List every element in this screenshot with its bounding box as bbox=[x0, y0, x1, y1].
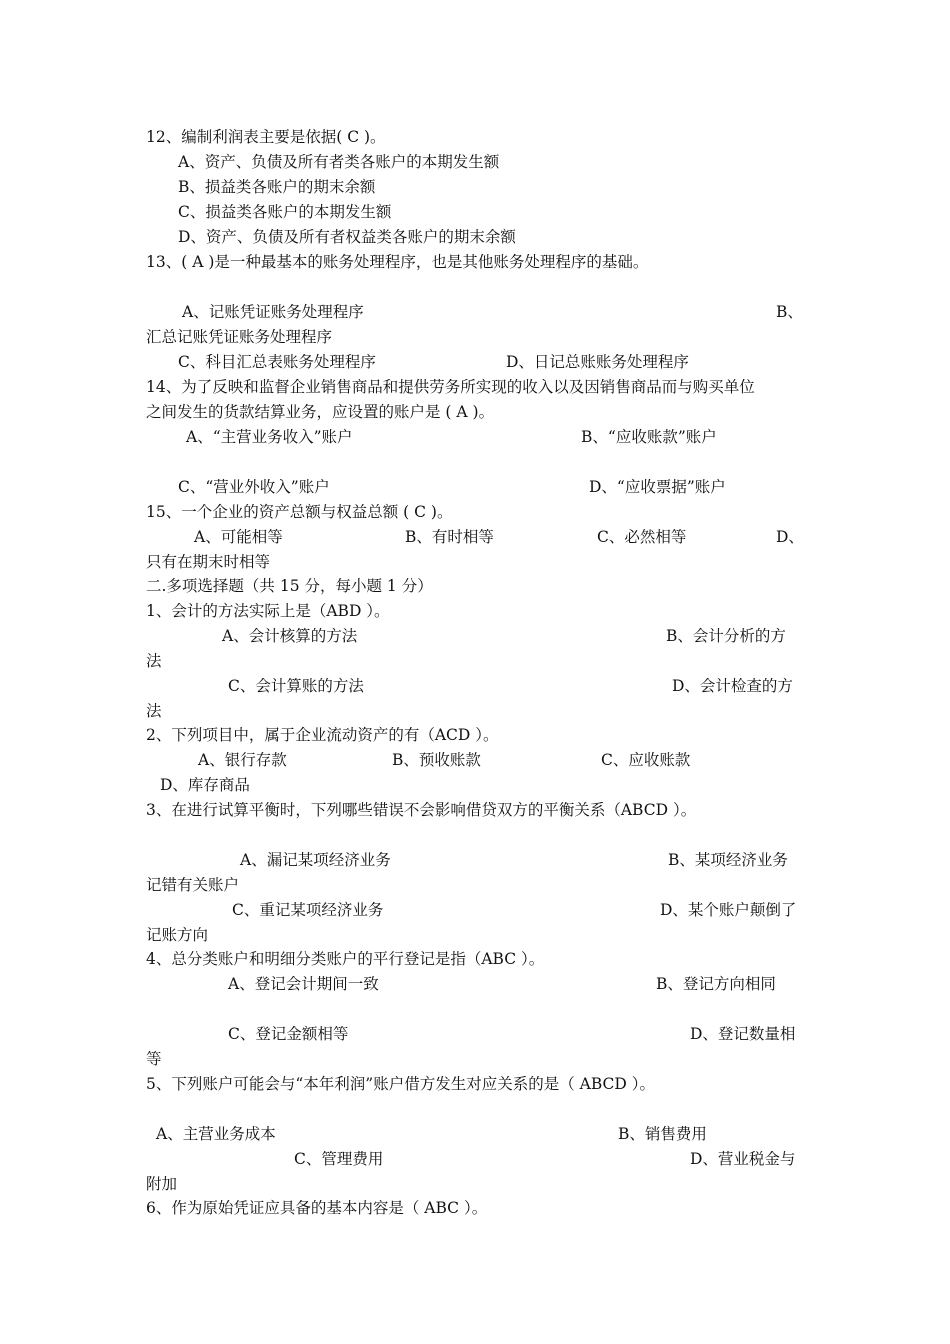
m1-option-d: D、会计检查的方 bbox=[672, 677, 793, 695]
q14-stem-line1: 14、为了反映和监督企业销售商品和提供劳务所实现的收入以及因销售商品而与购买单位 bbox=[146, 378, 755, 396]
q14-option-d: D、“应收票据”账户 bbox=[589, 478, 726, 496]
m1-option-a: A、会计核算的方法 bbox=[222, 627, 358, 645]
m4-option-b: B、登记方向相同 bbox=[656, 975, 776, 993]
q13-option-a: A、记账凭证账务处理程序 bbox=[182, 303, 364, 321]
m2-option-a: A、银行存款 bbox=[198, 751, 287, 769]
q12-option-a: A、资产、负债及所有者类各账户的本期发生额 bbox=[178, 153, 500, 171]
m2-option-d: D、库存商品 bbox=[160, 776, 250, 794]
q15-option-d-prefix: D、 bbox=[776, 528, 804, 546]
q13-option-b-text: 汇总记账凭证账务处理程序 bbox=[146, 328, 333, 346]
q15-option-a: A、可能相等 bbox=[194, 528, 283, 546]
q14-option-a: A、“主营业务收入”账户 bbox=[186, 428, 353, 446]
m4-stem: 4、总分类账户和明细分类账户的平行登记是指（ABC ）。 bbox=[146, 950, 545, 968]
m1-option-b-wrap: 法 bbox=[146, 652, 162, 670]
m3-option-b-wrap: 记错有关账户 bbox=[146, 876, 240, 894]
m2-stem: 2、下列项目中，属于企业流动资产的有（ACD ）。 bbox=[146, 726, 499, 744]
m4-option-c: C、登记金额相等 bbox=[228, 1025, 349, 1043]
m2-option-b: B、预收账款 bbox=[392, 751, 481, 769]
q15-option-c: C、必然相等 bbox=[597, 528, 687, 546]
q14-option-c: C、“营业外收入”账户 bbox=[178, 478, 330, 496]
q12-stem: 12、编制利润表主要是依据( C )。 bbox=[146, 128, 386, 146]
m3-option-d: D、某个账户颠倒了 bbox=[660, 901, 797, 919]
m6-stem: 6、作为原始凭证应具备的基本内容是（ ABC ）。 bbox=[146, 1199, 488, 1217]
m5-option-a: A、主营业务成本 bbox=[156, 1125, 276, 1143]
m2-option-c: C、应收账款 bbox=[601, 751, 691, 769]
q15-stem: 15、一个企业的资产总额与权益总额 ( C )。 bbox=[146, 503, 453, 521]
m4-option-d: D、登记数量相 bbox=[690, 1025, 796, 1043]
m3-option-c: C、重记某项经济业务 bbox=[232, 901, 384, 919]
m5-option-b: B、销售费用 bbox=[618, 1125, 707, 1143]
m5-stem: 5、下列账户可能会与“本年利润”账户借方发生对应关系的是（ ABCD ）。 bbox=[146, 1075, 655, 1093]
m5-option-c: C、管理费用 bbox=[294, 1150, 384, 1168]
m1-option-c: C、会计算账的方法 bbox=[228, 677, 364, 695]
m3-option-b: B、某项经济业务 bbox=[668, 851, 788, 869]
q15-option-d-text: 只有在期末时相等 bbox=[146, 553, 271, 571]
q13-option-c: C、科目汇总表账务处理程序 bbox=[178, 353, 376, 371]
m5-option-d-wrap: 附加 bbox=[146, 1175, 178, 1193]
m1-option-d-wrap: 法 bbox=[146, 702, 162, 720]
q13-stem: 13、( A )是一种最基本的账务处理程序，也是其他账务处理程序的基础。 bbox=[146, 253, 649, 271]
m4-option-a: A、登记会计期间一致 bbox=[228, 975, 379, 993]
m1-stem: 1、会计的方法实际上是（ABD ）。 bbox=[146, 602, 390, 620]
q13-option-d: D、日记总账账务处理程序 bbox=[506, 353, 689, 371]
m5-option-d: D、营业税金与 bbox=[690, 1150, 796, 1168]
m3-stem: 3、在进行试算平衡时，下列哪些错误不会影响借贷双方的平衡关系（ABCD ）。 bbox=[146, 801, 697, 819]
m1-option-b: B、会计分析的方 bbox=[666, 627, 786, 645]
q14-stem-line2: 之间发生的货款结算业务，应设置的账户是 ( A )。 bbox=[146, 403, 495, 421]
q12-option-c: C、损益类各账户的本期发生额 bbox=[178, 203, 392, 221]
q15-option-b: B、有时相等 bbox=[405, 528, 494, 546]
m4-option-d-wrap: 等 bbox=[146, 1050, 162, 1068]
q13-option-b-prefix: B、 bbox=[776, 303, 803, 321]
q14-option-b: B、“应收账款”账户 bbox=[581, 428, 717, 446]
m3-option-d-wrap: 记账方向 bbox=[146, 926, 209, 944]
q12-option-b: B、损益类各账户的期末余额 bbox=[178, 178, 376, 196]
q12-option-d: D、资产、负债及所有者权益类各账户的期末余额 bbox=[178, 228, 516, 246]
m3-option-a: A、漏记某项经济业务 bbox=[240, 851, 391, 869]
section-heading-multiple-choice: 二.多项选择题（共 15 分，每小题 1 分） bbox=[146, 577, 433, 595]
